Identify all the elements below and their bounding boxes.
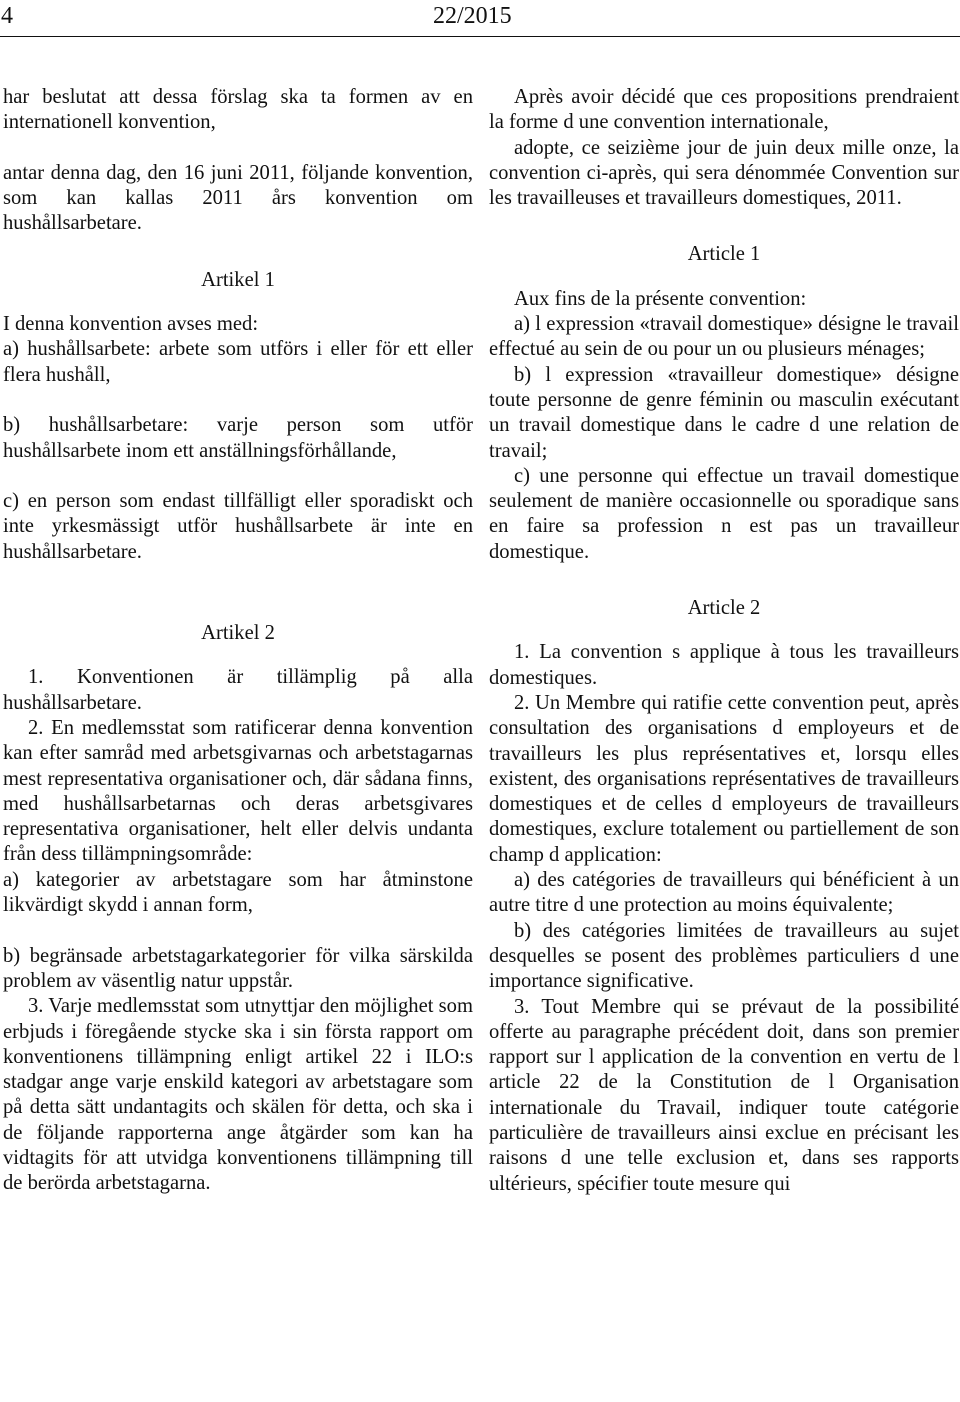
fr-preamble-1: Après avoir décidé que ces propositions prendraient la forme d une convention internationale, [489,86,959,134]
fr-article2-item-a: a) des catégories de travailleurs qui bénéficient à un autre titre d une protection au moins équivalente; [489,869,959,917]
sv-article1-heading: Artikel 1 [201,268,275,291]
sv-article2-item-a: a) kategorier av arbetstagare som har åtminstone likvärdigt skydd i annan form, [3,868,473,917]
fr-preamble-2: adopte, ce seizième jour de juin deux mille onze, la convention ci-après, qui sera dénommée Convention sur les travailleuses et travailleurs domestiques, 2011. [489,136,959,210]
french-column [489,85,959,1402]
fr-article2-para-1: 1. La convention s applique à tous les travailleurs domestiques. [489,641,959,689]
fr-article2-item-b: b) des catégories limitées de travailleurs au sujet desquelles se posent des problèmes particuliers d une importance significative. [489,919,959,993]
sv-article2-heading: Artikel 2 [201,622,275,645]
sv-article1-item-a: a) hushållsarbete: arbete som utförs i eller för ett eller flera hushåll, [3,338,473,386]
page-number: 4 [1,3,13,29]
sv-preamble-1: har beslutat att dessa förslag ska ta formen av en internationell konvention, [3,86,473,134]
fr-article2-para-3: 3. Tout Membre qui se prévaut de la possibilité offerte au paragraphe précédent doit, dans son premier rapport sur l application de la convention en vertu de l article 22 de la Constitution de l Organisation internationale du Travail, indiquer toute catégorie particulière de travailleurs ainsi exclue en précisant les raisons d une telle exclusion et, dans ses rapports ultérieurs, spécifier toute mesure qui [489,995,959,1195]
sv-article1-intro: I denna konvention avses med: [3,313,259,336]
fr-article1-item-c: c) une personne qui effectue un travail domestique seulement de manière occasionnelle ou sporadique sans en faire sa profession n est pas un travailleur domestique. [489,464,959,563]
issue-number: 22/2015 [433,3,512,29]
fr-article2-heading: Article 2 [687,597,761,620]
page-header [0,0,960,40]
swedish-column [3,85,473,1402]
sv-article2-item-b: b) begränsade arbetstagarkategorier för vilka särskilda problem av väsentlig natur uppstår. [3,944,473,992]
fr-article1-heading: Article 1 [687,243,761,266]
sv-article1-item-c: c) en person som endast tillfälligt eller sporadiskt och inte yrkesmässigt utför hushållsarbete är inte en hushållsarbetare. [3,490,473,563]
fr-article2-para-2: 2. Un Membre qui ratifie cette convention peut, après consultation des organisations d employeurs et de travailleurs les plus représentatives et, lorsqu elles existent, des organisations représentatives de travailleurs domestiques et de celles d employeurs de travailleurs domestiques, exclure totalement ou partiellement de son champ d application: [489,691,959,866]
fr-article1-intro: Aux fins de la présente convention: [514,287,807,310]
sv-article2-para-1: 1. Konventionen är tillämplig på alla hushållsarbetare. [3,666,473,714]
sv-article2-para-2: 2. En medlemsstat som ratificerar denna konvention kan efter samråd med arbetsgivarnas och arbetstagarnas mest representativa organisationer och, där sådana finns, med hushållsarbetarnas och deras arbetsgivares representativa organisationer, helt eller delvis undanta från dess tillämpningsområde: [3,716,473,866]
sv-article2-para-3: 3. Varje medlemsstat som utnyttjar den möjlighet som erbjuds i föregående stycke ska i sin första rapport om konventionens tillämpning enligt artikel 22 i ILO:s stadgar ange varje enskild kategori av arbetstagare som på detta sätt undantagits och skälen för detta, och ska i de följande rapporterna ange åtgärder som kan ha vidtagits för att utvidga konventionens tillämpning till de berörda arbetstagarna. [3,995,473,1195]
fr-article1-item-a: a) l expression «travail domestique» désigne le travail effectué au sein de ou pour un ou plusieurs ménages; [489,313,959,361]
fr-article1-item-b: b) l expression «travailleur domestique» désigne toute personne de genre féminin ou masculin exécutant un travail domestique dans le cadre d une relation de travail; [489,363,959,462]
sv-preamble-2: antar denna dag, den 16 juni 2011, följande konvention, som kan kallas 2011 års konvention om hushållsarbetare. [3,161,473,235]
header-rule [0,36,960,37]
sv-article1-item-b: b) hushållsarbetare: varje person som utför hushållsarbete inom ett anställningsförhållande, [3,414,473,462]
